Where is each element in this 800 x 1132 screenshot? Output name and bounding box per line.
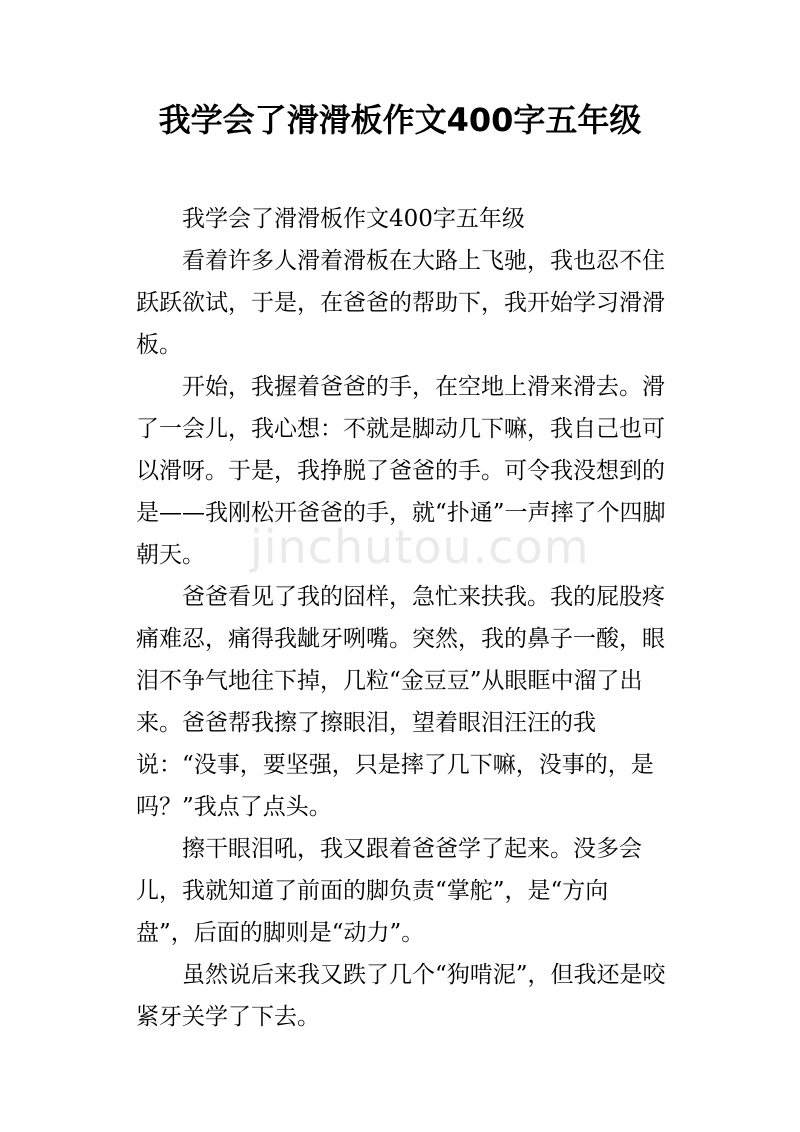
paragraph-3: 爸爸看见了我的囧样，急忙来扶我。我的屁股疼痛难忍，痛得我龇牙咧嘴。突然，我的鼻子一酸，眼泪不争气地往下掉，几粒“金豆豆”从眼眶中溜了出来。爸爸帮我擦了擦眼泪，望着眼泪汪汪的我说：“没事，要坚强，只是摔了几下嘛，没事的，是吗？”我点了点头。 bbox=[136, 584, 665, 820]
page-title: 我学会了滑滑板作文400字五年级 bbox=[158, 101, 642, 139]
paragraph-2: 开始，我握着爸爸的手，在空地上滑来滑去。滑了一会儿，我心想：不就是脚动几下嘛，我自己也可以滑呀。于是，我挣脱了爸爸的手。可令我没想到的是——我刚松开爸爸的手，就“扑通”一声摔了个四脚朝天。 bbox=[136, 374, 666, 568]
article-body bbox=[136, 198, 666, 1038]
watermark: jinchutou.com bbox=[250, 520, 590, 574]
paragraph-5: 虽然说后来我又跌了几个“狗啃泥”，但我还是咬紧牙关学了下去。 bbox=[136, 962, 666, 1030]
paragraph-4: 擦干眼泪吼，我又跟着爸爸学了起来。没多会儿，我就知道了前面的脚负责“掌舵”，是“方向盘”，后面的脚则是“动力”。 bbox=[136, 836, 642, 946]
paragraph-1: 看着许多人滑着滑板在大路上飞驰，我也忍不住跃跃欲试，于是，在爸爸的帮助下，我开始学习滑滑板。 bbox=[136, 248, 665, 358]
paragraph-subtitle: 我学会了滑滑板作文400字五年级 bbox=[182, 206, 525, 232]
